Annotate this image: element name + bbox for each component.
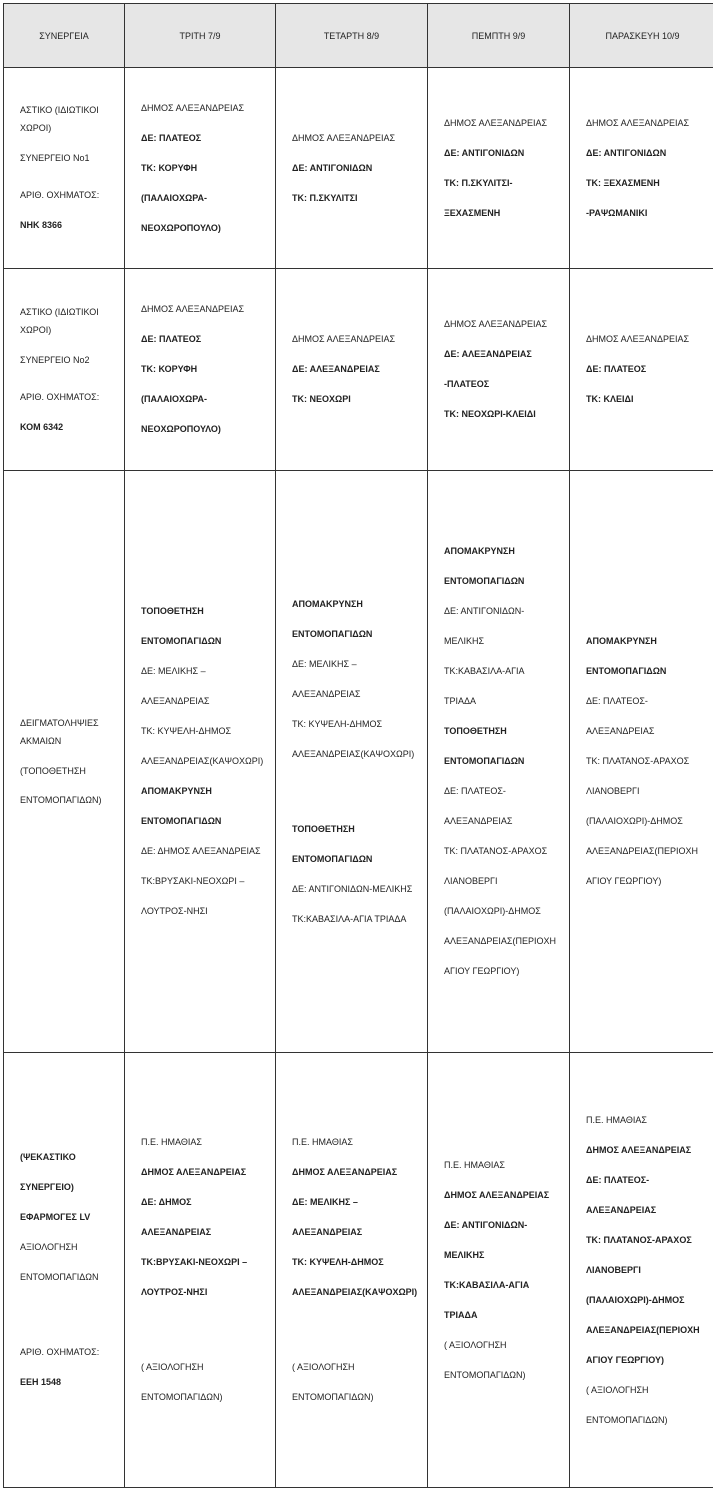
header-tuesday: ΤΡΙΤΗ 7/9	[125, 4, 276, 68]
cell-line: (ΠΑΛΑΙΟΧΩΡΑ-	[141, 192, 208, 203]
cell-line: ΔΕ: ΠΛΑΤΕΟΣ	[141, 334, 202, 344]
cell-line: ΑΛΕΞΑΝΔΡΕΙΑΣ	[292, 688, 361, 699]
cell-line: ΔΕ: ΑΝΤΙΓΟΝΙΔΩΝ	[292, 162, 373, 173]
cell-line: ΔΕ: ΔΗΜΟΣ ΑΛΕΞΑΝΔΡΕΙΑΣ	[141, 846, 261, 856]
friday-cell	[570, 68, 713, 269]
cell-line: ΔΗΜΟΣ ΑΛΕΞΑΝΔΡΕΙΑΣ	[141, 304, 245, 314]
cell-line: ΔΗΜΟΣ ΑΛΕΞΑΝΔΡΕΙΑΣ	[444, 117, 548, 128]
cell-line: ΔΕ: ΜΕΛΙΚΗΣ –	[292, 1197, 358, 1207]
cell-line: ΣΥΝΕΡΓΕΙΟ Νο2	[20, 354, 90, 365]
cell-line: ΑΠΟΜΑΚΡΥΝΣΗ	[141, 786, 212, 796]
cell-line: ΤΚ: Π.ΣΚΥΛΙΤΣΙ-	[444, 177, 513, 188]
tuesday-cell	[125, 269, 276, 471]
cell-line: ΣΥΝΕΡΓΕΙΟ Νο1	[20, 153, 90, 163]
cell-line: ΔΕ: ΑΝΤΙΓΟΝΙΔΩΝ-	[444, 606, 525, 616]
cell-line: ΑΛΕΞΑΝΔΡΕΙΑΣ	[292, 1227, 363, 1237]
cell-line: ΑΛΕΞΑΝΔΡΕΙΑΣ(ΠΕΡΙΟΧΗ	[586, 1324, 700, 1335]
cell-line: ΛΟΥΤΡΟΣ-ΝΗΣΙ	[141, 906, 208, 916]
cell-line: ( ΑΞΙΟΛΟΓΗΣΗ	[444, 1339, 507, 1350]
cell-line: ΔΕ: ΑΝΤΙΓΟΝΙΔΩΝ-	[444, 1219, 528, 1230]
cell-line: ΤΚ: ΠΛΑΤΑΝΟΣ-ΑΡΑΧΟΣ	[444, 846, 548, 856]
cell-line: ΕΝΤΟΜΟΠΑΓΙΔΩΝ	[444, 756, 525, 766]
cell-line: ΤΟΠΟΘΕΤΗΣΗ	[292, 823, 355, 834]
cell-line: ΕΝΤΟΜΟΠΑΓΙΔΩΝ)	[20, 794, 102, 805]
friday-cell	[570, 471, 713, 1053]
cell-line: Π.Ε. ΗΜΑΘΙΑΣ	[586, 1114, 647, 1125]
cell-line: ΔΕ: ΑΛΕΞΑΝΔΡΕΙΑΣ	[444, 349, 532, 359]
cell-line: ( ΑΞΙΟΛΟΓΗΣΗ	[292, 1362, 355, 1372]
cell-line: ΤΚ:ΚΑΒΑΣΙΛΑ-ΑΓΙΑ	[444, 1279, 530, 1290]
team-cell	[4, 1053, 125, 1488]
cell-line: ΛΙΑΝΟΒΕΡΓΙ	[586, 786, 640, 796]
cell-line: ΤΚ:ΒΡΥΣΑΚΙ-ΝΕΟΧΩΡΙ –	[141, 876, 245, 886]
header-thursday: ΠΕΜΠΤΗ 9/9	[428, 4, 570, 68]
cell-line: Π.Ε. ΗΜΑΘΙΑΣ	[141, 1137, 202, 1147]
cell-line: ΔΕ: ΔΗΜΟΣ	[141, 1197, 192, 1207]
cell-line: ΔΕ: ΜΕΛΙΚΗΣ –	[292, 658, 357, 669]
cell-line: ΔΗΜΟΣ ΑΛΕΞΑΝΔΡΕΙΑΣ	[586, 117, 690, 128]
cell-line: (ΤΟΠΟΘΕΤΗΣΗ	[20, 765, 86, 776]
cell-line: ΔΕ: ΠΛΑΤΕΟΣ-	[586, 1174, 650, 1185]
cell-line: ΔΕ: ΠΛΑΤΕΟΣ-	[444, 786, 506, 796]
cell-line: ΑΓΙΟΥ ΓΕΩΡΓΙΟΥ)	[586, 1354, 664, 1365]
cell-line: ΔΗΜΟΣ ΑΛΕΞΑΝΔΡΕΙΑΣ	[292, 1167, 398, 1177]
cell-line: ΚΟΜ 6342	[20, 421, 64, 432]
cell-line: ΕΝΤΟΜΟΠΑΓΙΔΩΝ)	[586, 1414, 668, 1425]
cell-line: ΕΝΤΟΜΟΠΑΓΙΔΩΝ	[292, 853, 373, 864]
cell-line: ΑΛΕΞΑΝΔΡΕΙΑΣ	[586, 1204, 657, 1215]
cell-line: ΤΚ: ΚΟΡΥΦΗ	[141, 364, 198, 374]
cell-line: ΤΚ:ΚΑΒΑΣΙΛΑ-ΑΓΙΑ ΤΡΙΑΔΑ	[292, 913, 407, 924]
cell-line: (ΠΑΛΑΙΟΧΩΡΑ-	[141, 394, 208, 404]
cell-line: ΑΠΟΜΑΚΡΥΝΣΗ	[292, 598, 363, 609]
cell-line: (ΠΑΛΑΙΟΧΩΡΙ)-ΔΗΜΟΣ	[586, 1294, 685, 1305]
cell-line: ΔΕ: ΠΛΑΤΕΟΣ	[586, 364, 647, 374]
cell-line: ΝΗΚ 8366	[20, 220, 63, 230]
cell-line: ΔΕ: ΑΝΤΙΓΟΝΙΔΩΝ	[444, 147, 525, 158]
cell-line: ΑΛΕΞΑΝΔΡΕΙΑΣ(ΚΑΨΟΧΩΡΙ)	[141, 756, 264, 766]
wednesday-cell	[276, 68, 428, 269]
friday-cell	[570, 269, 713, 471]
cell-line: ΤΟΠΟΘΕΤΗΣΗ	[141, 606, 204, 616]
cell-line: ΤΚ: ΚΛΕΙΔΙ	[586, 394, 634, 404]
cell-line: (ΠΑΛΑΙΟΧΩΡΙ)-ΔΗΜΟΣ	[586, 816, 683, 826]
cell-line: ΔΕ: ΜΕΛΙΚΗΣ –	[141, 666, 206, 676]
tuesday-cell	[125, 1053, 276, 1488]
cell-line: ΑΓΙΟΥ ΓΕΩΡΓΙΟΥ)	[444, 966, 520, 976]
tuesday-cell	[125, 68, 276, 269]
cell-line: ΤΚ: ΠΛΑΤΑΝΟΣ-ΑΡΑΧΟΣ	[586, 1234, 692, 1245]
cell-line: ( ΑΞΙΟΛΟΓΗΣΗ	[586, 1384, 649, 1395]
wednesday-cell	[276, 1053, 428, 1488]
cell-line: ΤΚ: ΚΟΡΥΦΗ	[141, 162, 198, 173]
cell-line: -ΠΛΑΤΕΟΣ	[444, 379, 490, 389]
cell-line: ΔΗΜΟΣ ΑΛΕΞΑΝΔΡΕΙΑΣ	[141, 1167, 247, 1177]
cell-line: ΑΡΙΘ. ΟΧΗΜΑΤΟΣ:	[20, 190, 100, 200]
cell-line: ΑΚΜΑΙΩΝ	[20, 735, 62, 746]
cell-line: ΔΗΜΟΣ ΑΛΕΞΑΝΔΡΕΙΑΣ	[292, 132, 396, 143]
cell-line: ΤΟΠΟΘΕΤΗΣΗ	[444, 726, 507, 736]
thursday-cell	[428, 1053, 570, 1488]
cell-line: ΤΚ: Π.ΣΚΥΛΙΤΣΙ	[292, 192, 358, 203]
cell-line: ΔΗΜΟΣ ΑΛΕΞΑΝΔΡΕΙΑΣ	[444, 319, 548, 329]
cell-line: ΕΦΑΡΜΟΓΕΣ LV	[20, 1212, 91, 1222]
thursday-cell	[428, 68, 570, 269]
team-cell	[4, 471, 125, 1053]
team-cell	[4, 68, 125, 269]
cell-line: ΔΗΜΟΣ ΑΛΕΞΑΝΔΡΕΙΑΣ	[444, 1189, 550, 1200]
cell-line: ΤΡΙΑΔΑ	[444, 696, 477, 706]
cell-line: ΛΙΑΝΟΒΕΡΓΙ	[586, 1264, 641, 1275]
schedule-table	[3, 3, 713, 1488]
thursday-cell	[428, 471, 570, 1053]
cell-line: ΕΝΤΟΜΟΠΑΓΙΔΩΝ	[141, 636, 222, 646]
cell-line: ΑΣΤΙΚΟ (ΙΔΙΩΤΙΚΟΙ	[20, 105, 99, 115]
cell-line: ΑΛΕΞΑΝΔΡΕΙΑΣ	[141, 696, 210, 706]
thursday-cell	[428, 269, 570, 471]
cell-line: ΧΩΡΟΙ)	[20, 123, 52, 133]
cell-line: ΤΡΙΑΔΑ	[444, 1309, 478, 1320]
cell-line: (ΨΕΚΑΣΤΙΚΟ	[20, 1152, 76, 1162]
tuesday-cell	[125, 471, 276, 1053]
team-cell	[4, 269, 125, 471]
cell-line: ΕΝΤΟΜΟΠΑΓΙΔΩΝ	[586, 666, 667, 676]
cell-line: ΤΚ: ΝΕΟΧΩΡΙ	[292, 394, 351, 404]
cell-line: ΤΚ: ΚΥΨΕΛΗ-ΔΗΜΟΣ	[292, 1257, 384, 1267]
cell-line: ΑΛΕΞΑΝΔΡΕΙΑΣ	[444, 816, 513, 826]
cell-line: ΛΙΑΝΟΒΕΡΓΙ	[444, 876, 498, 886]
cell-line: ΔΕ: ΠΛΑΤΕΟΣ-	[586, 696, 648, 706]
cell-line: ΑΛΕΞΑΝΔΡΕΙΑΣ	[586, 726, 655, 736]
cell-line: ΑΛΕΞΑΝΔΡΕΙΑΣ(ΠΕΡΙΟΧΗ	[444, 936, 556, 946]
cell-line: ΑΠΟΜΑΚΡΥΝΣΗ	[586, 636, 657, 646]
cell-line: ΑΛΕΞΑΝΔΡΕΙΑΣ	[141, 1227, 212, 1237]
cell-line: ΤΚ:ΒΡΥΣΑΚΙ-ΝΕΟΧΩΡΙ –	[141, 1257, 248, 1267]
cell-line: ΔΕ: ΑΛΕΞΑΝΔΡΕΙΑΣ	[292, 364, 380, 374]
cell-line: ΜΕΛΙΚΗΣ	[444, 1249, 485, 1260]
cell-line: ΑΡΙΘ. ΟΧΗΜΑΤΟΣ:	[20, 391, 100, 402]
cell-line: ΤΚ: ΚΥΨΕΛΗ-ΔΗΜΟΣ	[292, 718, 383, 729]
cell-line: ΑΛΕΞΑΝΔΡΕΙΑΣ(ΚΑΨΟΧΩΡΙ)	[292, 748, 415, 759]
cell-line: ΣΥΝΕΡΓΕΙΟ)	[20, 1182, 74, 1192]
cell-line: ΑΛΕΞΑΝΔΡΕΙΑΣ(ΚΑΨΟΧΩΡΙ)	[292, 1287, 418, 1297]
table-row	[4, 1053, 713, 1488]
cell-line: ΤΚ:ΚΑΒΑΣΙΛΑ-ΑΓΙΑ	[444, 666, 525, 676]
table-row	[4, 471, 713, 1053]
header-wednesday: ΤΕΤΑΡΤΗ 8/9	[276, 4, 428, 68]
cell-line: ΔΗΜΟΣ ΑΛΕΞΑΝΔΡΕΙΑΣ	[292, 334, 396, 344]
cell-line: ΝΕΟΧΩΡΟΠΟΥΛΟ)	[141, 424, 221, 434]
cell-line: ( ΑΞΙΟΛΟΓΗΣΗ	[141, 1362, 204, 1372]
header-friday: ΠΑΡΑΣΚΕΥΗ 10/9	[570, 4, 713, 68]
cell-line: ΕΝΤΟΜΟΠΑΓΙΔΩΝ)	[141, 1392, 223, 1402]
cell-line: (ΠΑΛΑΙΟΧΩΡΙ)-ΔΗΜΟΣ	[444, 906, 541, 916]
cell-line: ΤΚ: ΠΛΑΤΑΝΟΣ-ΑΡΑΧΟΣ	[586, 756, 690, 766]
wednesday-cell	[276, 269, 428, 471]
cell-line: ΑΞΙΟΛΟΓΗΣΗ	[20, 1242, 78, 1252]
cell-line: ΕΝΤΟΜΟΠΑΓΙΔΩΝ)	[444, 1369, 526, 1380]
table-row	[4, 269, 713, 471]
cell-line: ΑΡΙΘ. ΟΧΗΜΑΤΟΣ:	[20, 1347, 100, 1357]
cell-line: ΔΗΜΟΣ ΑΛΕΞΑΝΔΡΕΙΑΣ	[586, 1144, 692, 1155]
cell-line: ΕΝΤΟΜΟΠΑΓΙΔΩΝ	[141, 816, 222, 826]
cell-line: ΛΟΥΤΡΟΣ-ΝΗΣΙ	[141, 1287, 208, 1297]
table-row	[4, 68, 713, 269]
cell-line: -ΡΑΨΩΜΑΝΙΚΙ	[586, 207, 648, 218]
cell-line: ΑΓΙΟΥ ΓΕΩΡΓΙΟΥ)	[586, 876, 662, 886]
friday-cell	[570, 1053, 713, 1488]
cell-line: ΔΗΜΟΣ ΑΛΕΞΑΝΔΡΕΙΑΣ	[141, 102, 245, 113]
cell-line: ΕΕΗ 1548	[20, 1377, 62, 1387]
cell-line: ΤΚ: ΞΕΧΑΣΜΕΝΗ	[586, 177, 660, 188]
cell-line: ΔΗΜΟΣ ΑΛΕΞΑΝΔΡΕΙΑΣ	[586, 334, 690, 344]
cell-line: ΑΣΤΙΚΟ (ΙΔΙΩΤΙΚΟΙ	[20, 306, 99, 317]
cell-line: ΕΝΤΟΜΟΠΑΓΙΔΩΝ	[444, 576, 525, 586]
cell-line: ΑΠΟΜΑΚΡΥΝΣΗ	[444, 546, 515, 556]
cell-line: Π.Ε. ΗΜΑΘΙΑΣ	[292, 1137, 353, 1147]
cell-line: ΕΝΤΟΜΟΠΑΓΙΔΩΝ	[292, 628, 373, 639]
cell-line: ΝΕΟΧΩΡΟΠΟΥΛΟ)	[141, 222, 221, 233]
cell-line: ΕΝΤΟΜΟΠΑΓΙΔΩΝ)	[292, 1392, 374, 1402]
cell-line: ΔΕ: ΑΝΤΙΓΟΝΙΔΩΝ-ΜΕΛΙΚΗΣ	[292, 883, 413, 894]
cell-line: ΜΕΛΙΚΗΣ	[444, 636, 485, 646]
cell-line: ΔΕ: ΠΛΑΤΕΟΣ	[141, 132, 202, 143]
header-teams: ΣΥΝΕΡΓΕΙΑ	[4, 4, 125, 68]
wednesday-cell	[276, 471, 428, 1053]
cell-line: ΔΕΙΓΜΑΤΟΛΗΨΙΕΣ	[20, 717, 99, 728]
cell-line: Π.Ε. ΗΜΑΘΙΑΣ	[444, 1159, 505, 1170]
cell-line: ΞΕΧΑΣΜΕΝΗ	[444, 207, 501, 218]
header-row	[4, 4, 713, 68]
cell-line: ΤΚ: ΝΕΟΧΩΡΙ-ΚΛΕΙΔΙ	[444, 409, 536, 419]
cell-line: ΕΝΤΟΜΟΠΑΓΙΔΩΝ	[20, 1272, 99, 1282]
cell-line: ΤΚ: ΚΥΨΕΛΗ-ΔΗΜΟΣ	[141, 726, 232, 736]
cell-line: ΧΩΡΟΙ)	[20, 324, 52, 335]
cell-line: ΑΛΕΞΑΝΔΡΕΙΑΣ(ΠΕΡΙΟΧΗ	[586, 846, 698, 856]
cell-line: ΔΕ: ΑΝΤΙΓΟΝΙΔΩΝ	[586, 147, 667, 158]
